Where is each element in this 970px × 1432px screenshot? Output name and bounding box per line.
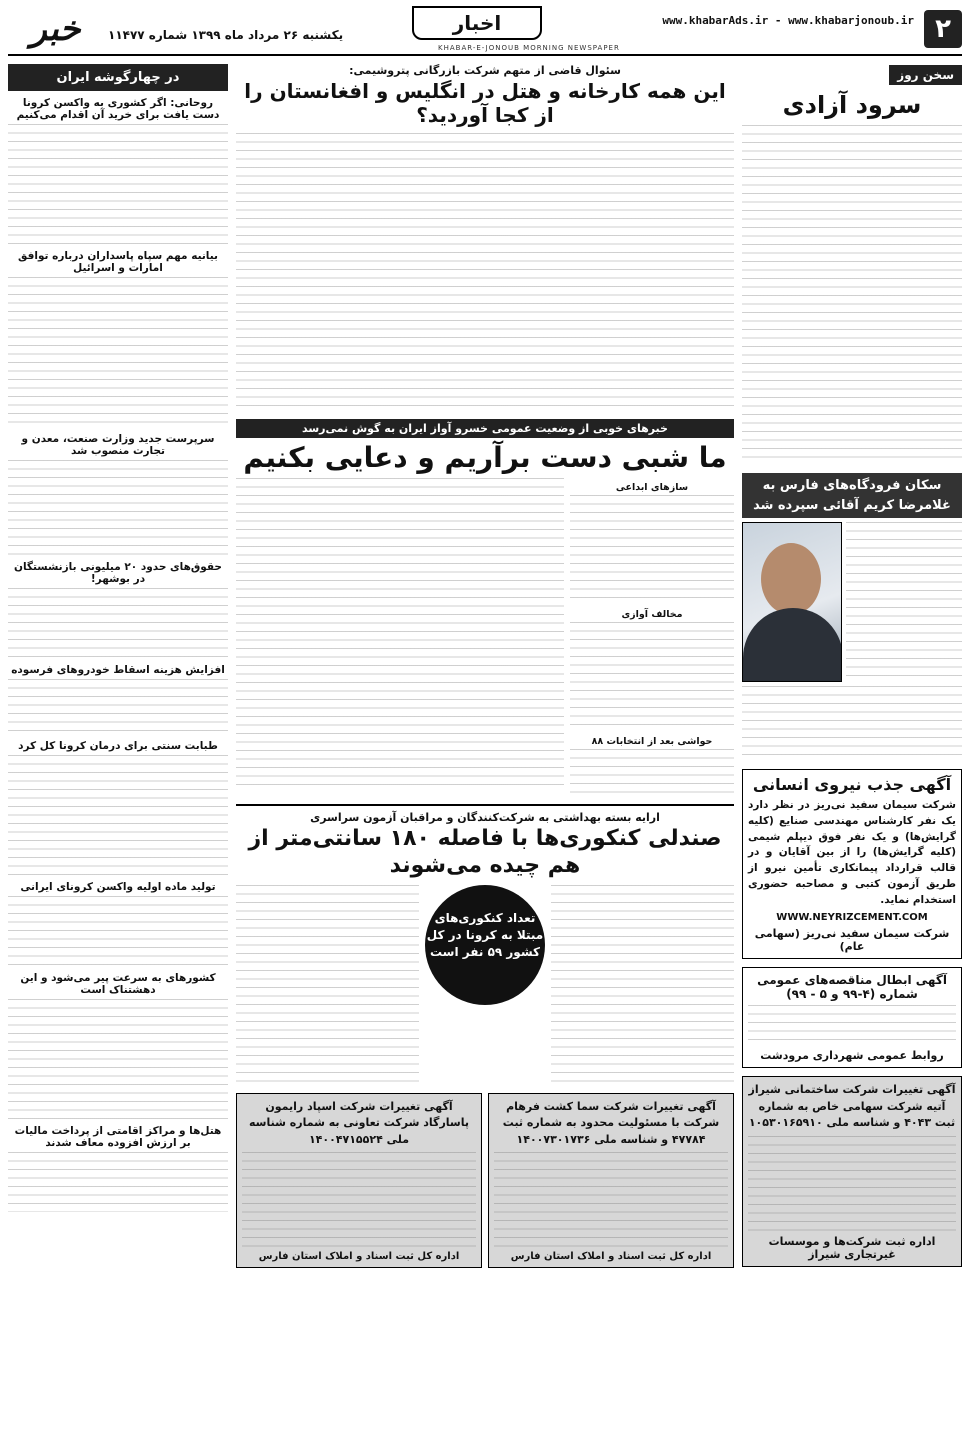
editorial-tag: سخن روز	[889, 65, 962, 85]
sub-election: حواشی بعد از انتخابات ۸۸	[591, 736, 713, 748]
hiring-title: آگهی جذب نیروی انسانی	[752, 775, 952, 794]
left-body-5	[8, 755, 228, 875]
sub-opponent: مخالف آوازی	[621, 609, 683, 621]
left-body-4	[8, 679, 228, 734]
petrochem-body	[236, 133, 734, 413]
headline-shajarian: ما شبی دست برآریم و دعایی بکنیم	[243, 441, 727, 474]
left-item-6: تولید ماده اولیه واکسن کرونای ایرانی	[20, 881, 216, 893]
notice-espad-body	[242, 1152, 476, 1247]
tender-title: آگهی ابطال مناقصه‌های عمومی شماره (۴-۹۹ و ۵ - ۹۹)	[757, 973, 947, 1002]
konkur-body-left	[236, 885, 419, 1085]
english-name: KHABAR-E-JONOUB MORNING NEWSPAPER	[438, 44, 620, 52]
sub-inventive: سازهای ابداعی	[615, 482, 689, 494]
hiring-text: شرکت سیمان سفید نی‌ریز در نظر دارد یک نفر کارشناس مهندسی صنایع (کلیه گرایش‌ها) و یک نفر فوق دیپلم شیمی (کلیه گرایش‌ها) را از بین آقایان و در قالب قرارداد پیمانکاری تأمین نیرو از طریق آزمون کتبی و مصاحبه حضوری استخدام نماید.	[748, 799, 956, 906]
left-body-3	[8, 588, 228, 658]
notice-sama	[488, 1093, 734, 1269]
editorial-title: سرود آزادی	[782, 91, 922, 119]
right-column	[742, 64, 962, 1424]
left-column	[8, 64, 228, 1424]
left-item-2: سرپرست جدید وزارت صنعت، معدن و تجارت منصوب شد	[21, 433, 215, 457]
notice-sama-title: آگهی تغییرات شرکت سما کشت فرهام شرکت با مسئولیت محدود به شماره ثبت ۴۷۷۸۴ و شناسه ملی ۱۴۰۰۷۳۰۱۷۳۶	[502, 1099, 720, 1146]
left-body-8	[8, 1152, 228, 1212]
left-item-0: روحانی: اگر کشوری به واکسن کرونا دست یافت برای خرید آن اقدام می‌کنیم	[16, 97, 220, 121]
konkur-starburst: تعداد کنکوری‌های مبتلا به کرونا در کل کشور ۵۹ نفر است	[425, 885, 545, 1005]
left-body-7	[8, 999, 228, 1119]
kicker-shajarian: خبرهای خوبی از وضعیت عمومی خسرو آواز ایران به گوش نمی‌رسد	[236, 419, 734, 438]
shajarian-body	[236, 478, 564, 788]
left-item-8: هتل‌ها و مراکز اقامتی از پرداخت مالیات بر ارزش افزوده معاف شدند	[14, 1125, 222, 1149]
airport-headline: سکان فرودگاه‌های فارس به غلامرضا کریم آقائی سپرده شد	[742, 473, 962, 518]
hiring-ad	[742, 769, 962, 959]
change-title: آگهی تغییرات شرکت ساختمانی شیراز آتیه شرکت سهامی خاص به شماره ثبت ۴۰۴۳ و شناسه ملی ۱۰۵۳۰۱۶۵۹۱۰	[748, 1083, 956, 1130]
airport-body-cont	[742, 686, 962, 761]
change-ad	[742, 1076, 962, 1267]
newspaper-logo: خبر	[30, 9, 81, 49]
left-body-2	[8, 460, 228, 555]
left-item-5: طبابت سنتی برای درمان کرونا کل کرد	[18, 740, 218, 752]
tender-ad	[742, 967, 962, 1068]
kicker-petrochem: سئوال قاضی از متهم شرکت بازرگانی پتروشیمی:	[349, 64, 621, 77]
editorial-body	[742, 125, 962, 465]
headline-petrochem: این همه کارخانه و هتل در انگلیس و افغانستان را از کجا آوردید؟	[244, 79, 726, 127]
notice-sama-body	[494, 1152, 728, 1247]
change-body	[748, 1136, 956, 1231]
dateline: یکشنبه ۲۶ مرداد ماه ۱۳۹۹ شماره ۱۱۴۷۷	[108, 28, 344, 42]
notice-espad	[236, 1093, 482, 1269]
left-body-6	[8, 896, 228, 966]
hiring-company: شرکت سیمان سفید نی‌ریز (سهامی عام)	[754, 927, 950, 954]
shajarian-col1b	[570, 622, 734, 732]
konkur-body-right	[551, 885, 734, 1085]
left-item-3: حقوق‌های حدود ۲۰ میلیونی بازنشستگان در بوشهر!	[14, 561, 222, 585]
left-item-4: افزایش هزینه اسقاط خودروهای فرسوده	[11, 664, 225, 676]
change-org: اداره ثبت شرکت‌ها و موسسات غیرتجاری شیراز	[768, 1234, 936, 1261]
notice-espad-title: آگهی تغییرات شرکت اسپاد رایمون پاسارگاد شرکت تعاونی به شماره شناسه ملی ۱۴۰۰۴۷۱۵۵۲۴	[248, 1099, 469, 1146]
kicker-konkur: ارایه بسته بهداشتی به شرکت‌کنندگان و مراقبان آزمون سراسری	[310, 811, 660, 825]
shajarian-col1	[570, 495, 734, 605]
notice-espad-org: اداره کل ثبت اسناد و املاک استان فارس	[258, 1251, 460, 1263]
site-url[interactable]: www.khabarAds.ir - www.khabarjonoub.ir	[662, 14, 914, 27]
left-item-7: کشورهای به سرعت پیر می‌شود و این دهشتناک است	[20, 972, 216, 996]
corners-title: در چهارگوشه ایران	[8, 64, 228, 91]
masthead	[8, 6, 962, 56]
airport-body	[846, 522, 962, 682]
page-number: ۲	[924, 10, 962, 48]
portrait-photo	[742, 522, 842, 682]
left-body-0	[8, 124, 228, 244]
headline-konkur: صندلی کنکوری‌ها با فاصله ۱۸۰ سانتی‌متر از هم چیده می‌شوند	[248, 826, 722, 878]
tender-org: روابط عمومی شهرداری مرودشت	[760, 1049, 944, 1063]
hiring-site[interactable]: WWW.NEYRIZCEMENT.COM	[776, 912, 928, 924]
shajarian-col1c	[570, 749, 734, 799]
tender-body	[748, 1005, 956, 1045]
left-body-1	[8, 277, 228, 427]
section-title: اخبار	[412, 6, 542, 40]
notice-sama-org: اداره کل ثبت اسناد و املاک استان فارس	[510, 1251, 712, 1263]
middle-column	[236, 64, 734, 1424]
left-item-1: بیانیه مهم سپاه پاسداران درباره توافق امارات و اسرائیل	[18, 250, 218, 274]
